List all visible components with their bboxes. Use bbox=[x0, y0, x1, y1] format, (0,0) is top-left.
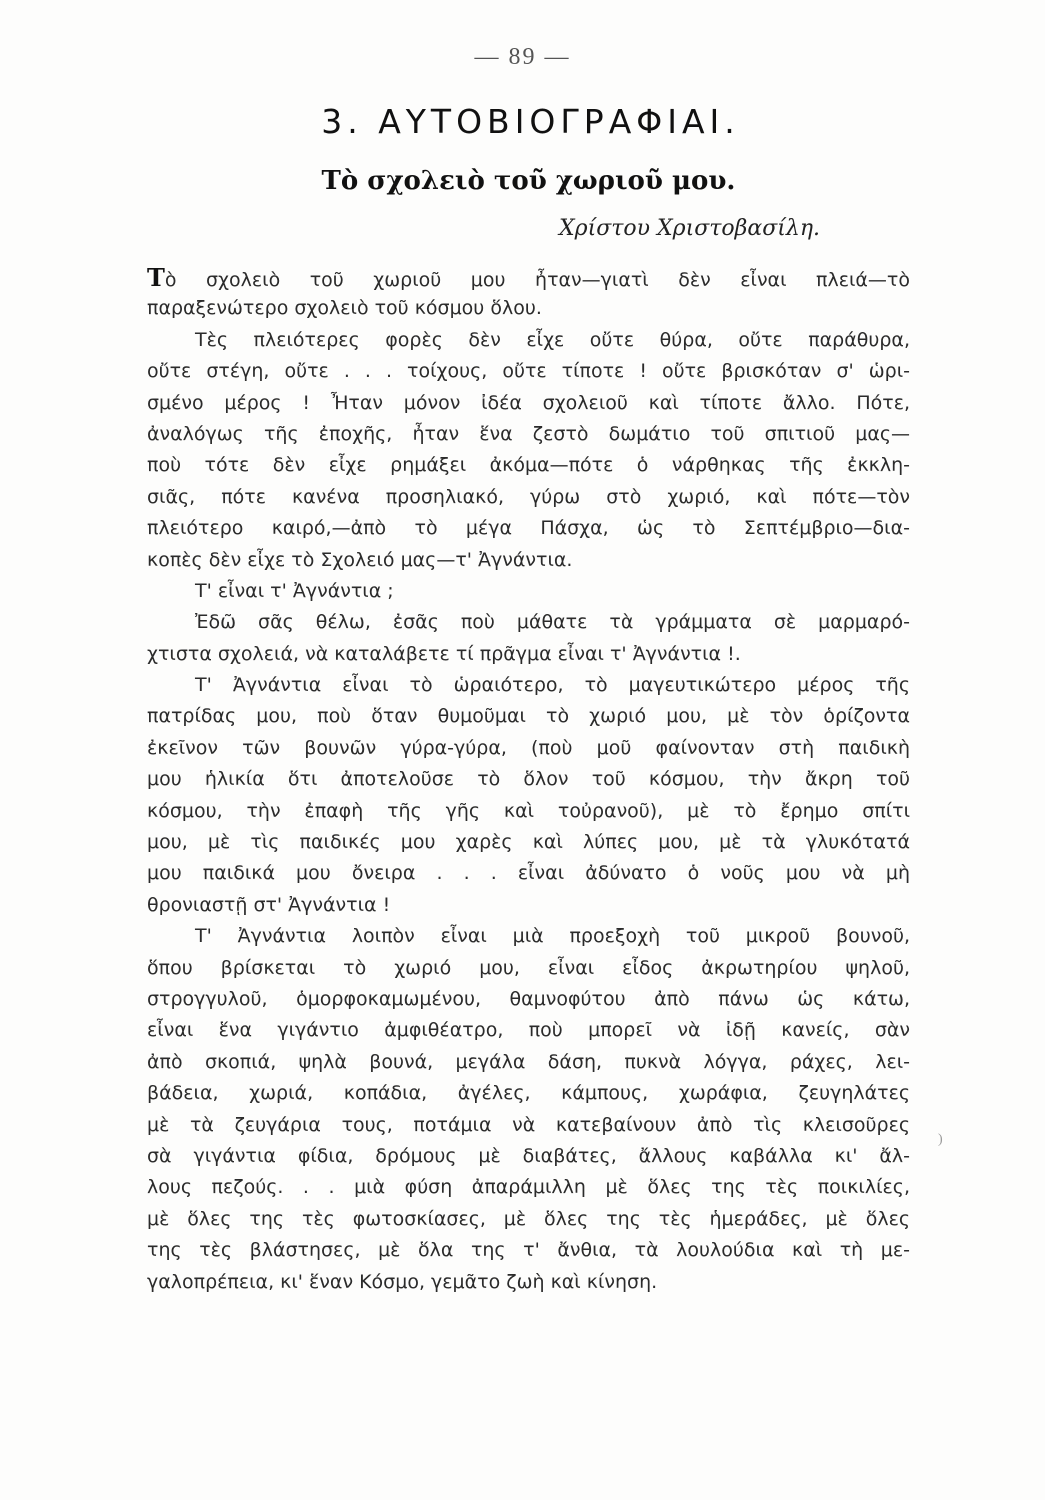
text-line: θρονιαστῇ στ' Ἀγνάντια ! bbox=[147, 893, 391, 916]
text-line: πατρίδας μου, ποὺ ὅταν θυμοῦμαι τὸ χωριό μου, μὲ τὸν ὁρίζοντα bbox=[147, 705, 910, 728]
margin-mark: ) bbox=[938, 1132, 943, 1147]
text-line: ἐκεῖνον τῶν βουνῶν γύρα-γύρα, (ποὺ μοῦ φαίνονταν στὴ παιδικὴ bbox=[147, 736, 910, 759]
section-title: 3. ΑΥΤΟΒΙΟΓΡΑΦΙΑΙ. bbox=[321, 102, 740, 141]
text-line: σμένο μέρος ! Ἦταν μόνον ἰδέα σχολειοῦ καὶ τίποτε ἄλλο. Πότε, bbox=[147, 391, 910, 414]
text-line: της τὲς βλάστησες, μὲ ὅλα της τ' ἄνθια, τὰ λουλούδια καὶ τὴ με- bbox=[147, 1239, 910, 1262]
text-line: Τὸ σχολειὸ τοῦ χωριοῦ μου ἦταν—γιατὶ δὲν εἶναι πλειά—τὸ bbox=[147, 263, 910, 292]
text-line: πλειότερο καιρό,—ἀπὸ τὸ μέγα Πάσχα, ὡς τὸ Σεπτέμβριο—δια- bbox=[147, 517, 910, 540]
text-line: ποὺ τότε δὲν εἶχε ρημάξει ἀκόμα—πότε ὁ νάρθηκας τῆς ἐκκλη- bbox=[147, 454, 910, 477]
text-line: μου παιδικά μου ὄνειρα . . . εἶναι ἀδύνατο ὁ νοῦς μου νὰ μὴ bbox=[147, 862, 910, 885]
text-line: Τ' εἶναι τ' Ἀγνάντια ; bbox=[195, 579, 394, 602]
text-line: ἀπὸ σκοπιά, ψηλὰ βουνά, μεγάλα δάση, πυκνὰ λόγγα, ράχες, λει- bbox=[147, 1050, 910, 1073]
text-line: κοπὲς δὲν εἶχε τὸ Σχολειό μας—τ' Ἀγνάντια. bbox=[147, 548, 573, 571]
text-line: παραξενώτερο σχολειὸ τοῦ κόσμου ὅλου. bbox=[147, 297, 542, 320]
text-line: Τ' Ἀγνάντια εἶναι τὸ ὡραιότερο, τὸ μαγευτικώτερο μέρος τῆς bbox=[195, 674, 910, 697]
text-line: εἶναι ἕνα γιγάντιο ἀμφιθέατρο, ποὺ μπορεῖ νὰ ἰδῇ κανείς, σὰν bbox=[147, 1019, 910, 1042]
text-line: οὔτε στέγη, οὔτε . . . τοίχους, οὔτε τίποτε ! οὔτε βρισκόταν σ' ὡρι- bbox=[147, 360, 910, 383]
text-line: λους πεζούς. . . μιὰ φύση ἀπαράμιλλη μὲ ὅλες της τὲς ποικιλίες, bbox=[147, 1176, 910, 1199]
text-line: κόσμου, τὴν ἐπαφὴ τῆς γῆς καὶ τοὐρανοῦ), μὲ τὸ ἔρημο σπίτι bbox=[147, 799, 910, 822]
text-line: μου ἡλικία ὅτι ἀποτελοῦσε τὸ ὅλον τοῦ κόσμου, τὴν ἄκρη τοῦ bbox=[147, 768, 910, 791]
text-line: βάδεια, χωριά, κοπάδια, ἀγέλες, κάμπους, χωράφια, ζευγηλάτες bbox=[147, 1082, 910, 1105]
text-line: Ἐδῶ σᾶς θέλω, ἐσᾶς ποὺ μάθατε τὰ γράμματα σὲ μαρμαρό- bbox=[195, 611, 910, 634]
page-number: — 89 — bbox=[474, 44, 571, 70]
text-line: μὲ τὰ ζευγάρια τους, ποτάμια νὰ κατεβαίνουν ἀπὸ τὶς κλεισοῦρες bbox=[147, 1113, 910, 1136]
text-line: Τ' Ἀγνάντια λοιπὸν εἶναι μιὰ προεξοχὴ τοῦ μικροῦ βουνοῦ, bbox=[195, 925, 910, 948]
text-line: γαλοπρέπεια, κι' ἕναν Κόσμο, γεμᾶτο ζωὴ καὶ κίνηση. bbox=[147, 1270, 658, 1293]
drop-cap: Τ bbox=[147, 263, 165, 292]
text-line: χτιστα σχολειά, νὰ καταλάβετε τί πρᾶγμα εἶναι τ' Ἀγνάντια !. bbox=[147, 642, 741, 665]
text-line: μὲ ὅλες της τὲς φωτοσκίασες, μὲ ὅλες της τὲς ἡμεράδες, μὲ ὅλες bbox=[147, 1207, 910, 1230]
text-line: ἀναλόγως τῆς ἐποχῆς, ἦταν ἕνα ζεστὸ δωμάτιο τοῦ σπιτιοῦ μας— bbox=[147, 422, 910, 445]
text-line: σὰ γιγάντια φίδια, δρόμους μὲ διαβάτες, ἄλλους καβάλλα κι' ἄλ- bbox=[147, 1144, 910, 1167]
body-text bbox=[147, 262, 910, 1298]
author-name: Χρίστου Χριστοβασίλη. bbox=[558, 216, 820, 241]
text-line: στρογγυλοῦ, ὁμορφοκαμωμένου, θαμνοφύτου ἀπὸ πάνω ὡς κάτω, bbox=[147, 987, 910, 1010]
essay-title: Τὸ σχολειὸ τοῦ χωριοῦ μου. bbox=[321, 166, 736, 196]
text-line: Τὲς πλειότερες φορὲς δὲν εἶχε οὔτε θύρα, οὔτε παράθυρα, bbox=[195, 328, 910, 351]
text-line: μου, μὲ τὶς παιδικές μου χαρὲς καὶ λύπες μου, μὲ τὰ γλυκότατά bbox=[147, 831, 910, 854]
text-line: σιᾶς, πότε κανένα προσηλιακό, γύρω στὸ χωριό, καὶ πότε—τὸν bbox=[147, 485, 910, 508]
text-line: ὅπου βρίσκεται τὸ χωριό μου, εἶναι εἶδος ἀκρωτηρίου ψηλοῦ, bbox=[147, 956, 910, 979]
